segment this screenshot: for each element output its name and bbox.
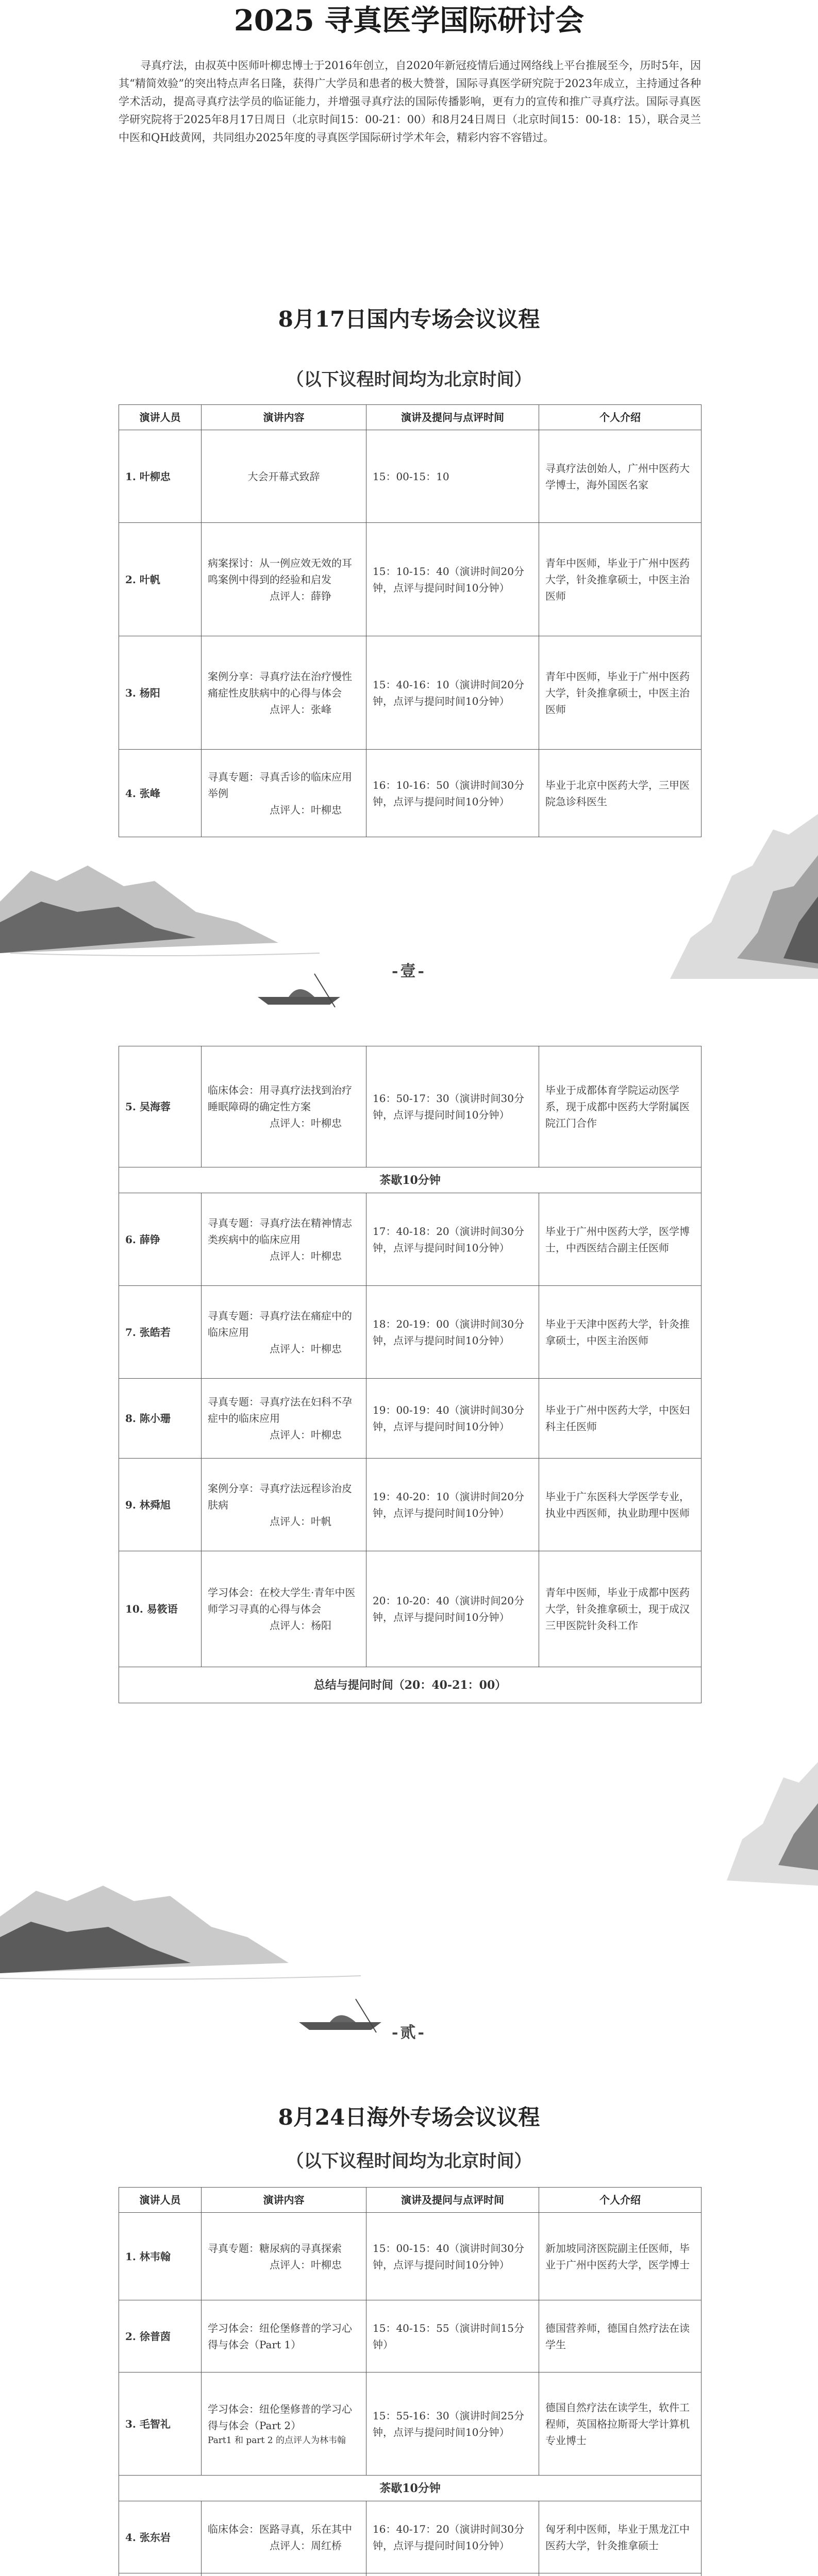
critic-text: 点评人：叶柳忠 bbox=[270, 1429, 342, 1441]
bio-cell: 德国自然疗法在读学生，软件工程师，英国格拉斯哥大学计算机专业博士 bbox=[539, 2372, 702, 2476]
intro-paragraph: 寻真疗法，由叔英中医师叶柳忠博士于2016年创立，自2020年新冠疫情后通过网络线上平台推展至今，历时5年，因其“精简效验”的突出特点声名日隆，获得广大学员和患者的极大赞誉，国际寻真医学研究院于2023年成立，主持通过各种学术活动，提高寻真疗法学员的临证能力，并增强寻真疗法的国际传播影响，更有力的宣传和推广寻真疗法。国际寻真医学研究院将于2025年8月17日周日（北京时间15：00-21：00）和8月24日周日（北京时间15：00-18：15），联合灵兰中医和QH歧黄网，共同组办2025年度的寻真医学国际研讨学术年会，精彩内容不容错过。 bbox=[119, 59, 701, 144]
bio-cell: 青年中医师，毕业于成都中医药大学，针灸推拿硕士，现于成汉三甲医院针灸科工作 bbox=[539, 1551, 702, 1667]
ink-mountain-painting-1 bbox=[0, 804, 818, 1051]
speaker-cell: 10. 易筱语 bbox=[119, 1551, 202, 1667]
table-row bbox=[119, 2501, 702, 2573]
topic-text: 学习体会：在校大学生·青年中医师学习寻真的心得与体会 bbox=[208, 1586, 356, 1615]
critic-text: 点评人：叶柳忠 bbox=[270, 2258, 342, 2271]
topic-text: 病案探讨：从一例应效无效的耳鸣案例中得到的经验和启发 bbox=[208, 556, 352, 586]
speaker-cell bbox=[119, 2573, 202, 2576]
critic-note-text: Part1 和 part 2 的点评人为林韦翰 bbox=[208, 2435, 346, 2446]
table-row bbox=[119, 2213, 702, 2300]
bio-cell bbox=[539, 2573, 702, 2576]
speaker-cell: 9. 林舜旭 bbox=[119, 1459, 202, 1551]
tea-break-row bbox=[119, 1167, 702, 1193]
header-speaker: 演讲人员 bbox=[119, 2188, 202, 2213]
topic-text: 寻真专题：寻真舌诊的临床应用举例 bbox=[208, 770, 352, 800]
topic-text: 临床体会：用寻真疗法找到治疗睡眠障碍的确定性方案 bbox=[208, 1084, 352, 1113]
time-cell: 18：20-19：00（演讲时间30分钟，点评与提问时间10分钟） bbox=[366, 1286, 539, 1379]
time-cell: 15：00-15：10 bbox=[366, 430, 539, 523]
table-row bbox=[119, 430, 702, 523]
time-cell: 16：10-16：50（演讲时间30分钟，点评与提问时间10分钟） bbox=[366, 750, 539, 837]
table-row bbox=[119, 1379, 702, 1459]
topic-text: 案例分享：寻真疗法在治疗慢性痛症性皮肤病中的心得与体会 bbox=[208, 670, 352, 699]
content-cell bbox=[202, 2573, 366, 2576]
critic-text: 点评人：叶帆 bbox=[270, 1515, 331, 1528]
content-cell bbox=[202, 2372, 366, 2476]
bio-cell: 毕业于广东医科大学医学专业，执业中西医师，执业助理中医师 bbox=[539, 1459, 702, 1551]
time-cell: 15：55-16：30（演讲时间25分钟，点评与提问时间10分钟） bbox=[366, 2372, 539, 2476]
speaker-cell: 7. 张皓若 bbox=[119, 1286, 202, 1379]
critic-text: 点评人：叶柳忠 bbox=[270, 1117, 342, 1129]
header-time: 演讲及提问与点评时间 bbox=[366, 2188, 539, 2213]
table-row bbox=[119, 1046, 702, 1167]
speaker-cell: 2. 叶帆 bbox=[119, 523, 202, 636]
table-row bbox=[119, 1286, 702, 1379]
section2-subtitle: （以下议程时间均为北京时间） bbox=[286, 2151, 532, 2172]
content-cell bbox=[202, 1551, 366, 1667]
bio-cell: 毕业于天津中医药大学，针灸推拿硕士，中医主治医师 bbox=[539, 1286, 702, 1379]
time-cell: 19：40-20：10（演讲时间20分钟，点评与提问时间10分钟） bbox=[366, 1459, 539, 1551]
section2-title: 8月24日海外专场会议议程 bbox=[278, 2105, 540, 2130]
speaker-cell: 3. 杨阳 bbox=[119, 636, 202, 750]
bio-cell: 匈牙利中医师，毕业于黑龙江中医药大学，针灸推拿硕士 bbox=[539, 2501, 702, 2573]
content-cell bbox=[202, 1193, 366, 1286]
time-cell: 16：50-17：30（演讲时间30分钟，点评与提问时间10分钟） bbox=[366, 1046, 539, 1167]
time-cell: 17：40-18：20（演讲时间30分钟，点评与提问时间10分钟） bbox=[366, 1193, 539, 1286]
bio-cell: 毕业于成都体育学院运动医学系，现于成都中医药大学附属医院江门合作 bbox=[539, 1046, 702, 1167]
speaker-cell: 4. 张峰 bbox=[119, 750, 202, 837]
closing-row bbox=[119, 1667, 702, 1703]
bio-cell: 寻真疗法创始人，广州中医药大学博士，海外国医名家 bbox=[539, 430, 702, 523]
time-cell bbox=[366, 2573, 539, 2576]
content-cell bbox=[202, 523, 366, 636]
speaker-cell: 1. 叶柳忠 bbox=[119, 430, 202, 523]
content-cell bbox=[202, 2300, 366, 2372]
time-cell: 16：40-17：20（演讲时间30分钟，点评与提问时间10分钟） bbox=[366, 2501, 539, 2573]
time-cell: 15：10-15：40（演讲时间20分钟，点评与提问时间10分钟） bbox=[366, 523, 539, 636]
critic-text: 点评人：张峰 bbox=[270, 703, 331, 716]
speaker-cell: 4. 张东岩 bbox=[119, 2501, 202, 2573]
critic-text: 点评人：叶柳忠 bbox=[270, 1342, 342, 1355]
bio-cell: 毕业于广州中医药大学，中医妇科主任医师 bbox=[539, 1379, 702, 1459]
bio-cell: 毕业于广州中医药大学，医学博士，中西医结合副主任医师 bbox=[539, 1193, 702, 1286]
page-number-1: -壹- bbox=[392, 962, 426, 980]
table-row bbox=[119, 750, 702, 837]
section2-agenda-table bbox=[119, 2187, 702, 2576]
header-content: 演讲内容 bbox=[202, 405, 366, 430]
speaker-cell: 2. 徐普茵 bbox=[119, 2300, 202, 2372]
table-header-row bbox=[119, 405, 702, 430]
header-time: 演讲及提问与点评时间 bbox=[366, 405, 539, 430]
bio-cell: 青年中医师，毕业于广州中医药大学，针灸推拿硕士，中医主治医师 bbox=[539, 636, 702, 750]
speaker-cell: 5. 吴海蓉 bbox=[119, 1046, 202, 1167]
content-cell bbox=[202, 1286, 366, 1379]
closing-cell: 总结与提问时间（20：40-21：00） bbox=[119, 1667, 702, 1703]
page-number-2: -贰- bbox=[392, 2024, 426, 2042]
section1-title: 8月17日国内专场会议议程 bbox=[278, 307, 540, 332]
content-cell bbox=[202, 2213, 366, 2300]
content-cell bbox=[202, 1046, 366, 1167]
critic-text: 点评人：杨阳 bbox=[270, 1619, 331, 1632]
tea-break-row bbox=[119, 2476, 702, 2501]
topic-text: 学习体会：纽伦堡修普的学习心得与体会（Part 1） bbox=[208, 2321, 352, 2351]
table-row bbox=[119, 1459, 702, 1551]
speaker-cell: 3. 毛智礼 bbox=[119, 2372, 202, 2476]
time-cell: 15：40-15：55（演讲时间15分钟） bbox=[366, 2300, 539, 2372]
critic-text: 点评人：周红桥 bbox=[270, 2539, 342, 2552]
topic-text: 寻真专题：糖尿病的寻真探索 bbox=[208, 2242, 342, 2255]
table-row bbox=[119, 2573, 702, 2576]
topic-text: 学习体会：纽伦堡修普的学习心得与体会（Part 2） bbox=[208, 2402, 352, 2432]
bio-cell: 青年中医师，毕业于广州中医药大学，针灸推拿硕士，中医主治医师 bbox=[539, 523, 702, 636]
table-row bbox=[119, 1193, 702, 1286]
section1-agenda-table-part2 bbox=[119, 1046, 702, 1703]
time-cell: 15：40-16：10（演讲时间20分钟，点评与提问时间10分钟） bbox=[366, 636, 539, 750]
time-cell: 19：00-19：40（演讲时间30分钟，点评与提问时间10分钟） bbox=[366, 1379, 539, 1459]
content-cell bbox=[202, 750, 366, 837]
section1-subtitle: （以下议程时间均为北京时间） bbox=[286, 369, 532, 390]
bio-cell: 毕业于北京中医药大学，三甲医院急诊科医生 bbox=[539, 750, 702, 837]
speaker-cell: 6. 薛铮 bbox=[119, 1193, 202, 1286]
time-cell: 15：00-15：40（演讲时间30分钟，点评与提问时间10分钟） bbox=[366, 2213, 539, 2300]
header-content: 演讲内容 bbox=[202, 2188, 366, 2213]
table-row bbox=[119, 1551, 702, 1667]
content-cell bbox=[202, 636, 366, 750]
topic-text: 寻真专题：寻真疗法在妇科不孕症中的临床应用 bbox=[208, 1396, 352, 1425]
speaker-cell: 8. 陈小珊 bbox=[119, 1379, 202, 1459]
speaker-cell: 1. 林韦翰 bbox=[119, 2213, 202, 2300]
table-header-row bbox=[119, 2188, 702, 2213]
table-row bbox=[119, 523, 702, 636]
content-cell bbox=[202, 2501, 366, 2573]
document-title: 2025 寻真医学国际研讨会 bbox=[233, 4, 585, 38]
critic-text: 点评人：叶柳忠 bbox=[270, 803, 342, 816]
topic-text: 寻真专题：寻真疗法在精神情志类疾病中的临床应用 bbox=[208, 1216, 352, 1246]
tea-break-cell: 茶歇10分钟 bbox=[119, 2476, 702, 2501]
content-cell bbox=[202, 430, 366, 523]
table-row bbox=[119, 636, 702, 750]
topic-text: 寻真专题：寻真疗法在痛症中的临床应用 bbox=[208, 1309, 352, 1338]
section1-agenda-table-part1 bbox=[119, 404, 702, 837]
topic-text: 临床体会：医路寻真，乐在其中 bbox=[208, 2522, 352, 2535]
tea-break-cell: 茶歇10分钟 bbox=[119, 1167, 702, 1193]
content-cell bbox=[202, 1379, 366, 1459]
time-cell: 20：10-20：40（演讲时间20分钟，点评与提问时间10分钟） bbox=[366, 1551, 539, 1667]
table-row bbox=[119, 2300, 702, 2372]
critic-text: 点评人：叶柳忠 bbox=[270, 1249, 342, 1262]
content-cell bbox=[202, 1459, 366, 1551]
header-bio: 个人介绍 bbox=[539, 405, 702, 430]
header-bio: 个人介绍 bbox=[539, 2188, 702, 2213]
topic-text: 案例分享：寻真疗法远程诊治皮肤病 bbox=[208, 1482, 352, 1511]
topic-text: 大会开幕式致辞 bbox=[247, 470, 320, 483]
critic-text: 点评人：薛铮 bbox=[270, 589, 331, 602]
header-speaker: 演讲人员 bbox=[119, 405, 202, 430]
bio-cell: 德国营养师，德国自然疗法在读学生 bbox=[539, 2300, 702, 2372]
bio-cell: 新加坡同济医院副主任医师，毕业于广州中医药大学，医学博士 bbox=[539, 2213, 702, 2300]
table-row bbox=[119, 2372, 702, 2476]
